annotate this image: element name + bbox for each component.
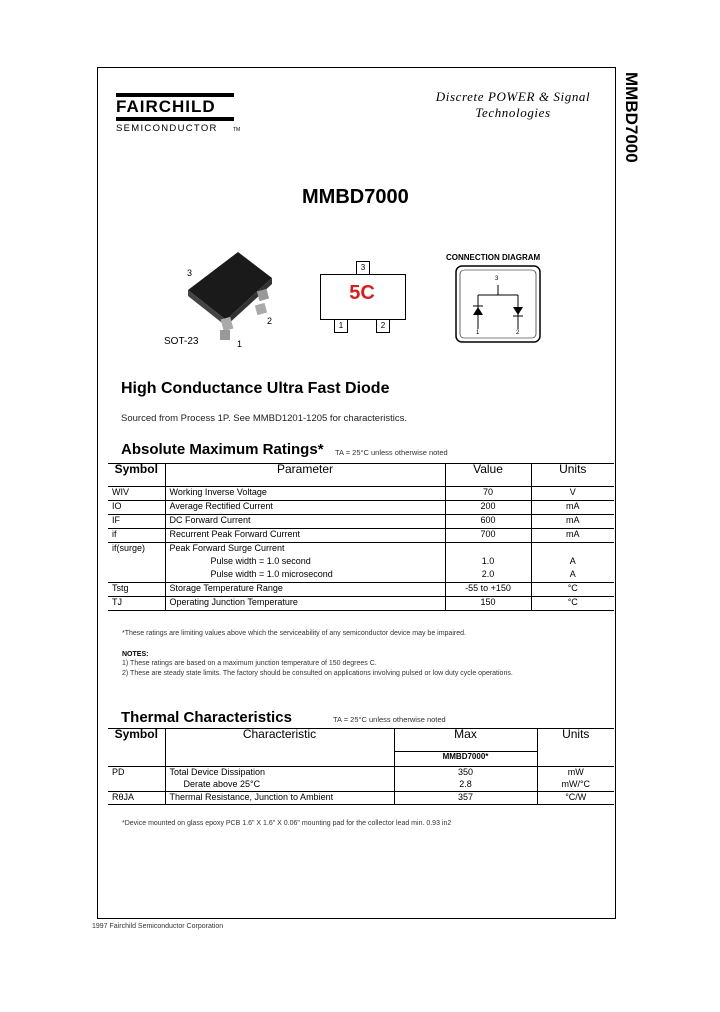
thermal-table xyxy=(108,728,614,805)
symbol-cell xyxy=(108,569,165,583)
tagline-line2: Technologies xyxy=(475,105,551,120)
parameter-cell: DC Forward Current xyxy=(165,515,445,529)
symbol-cell: IO xyxy=(108,501,165,515)
table-row xyxy=(108,569,614,583)
logo-wordmark: FAIRCHILD xyxy=(116,97,216,116)
symbol-cell: IF xyxy=(108,515,165,529)
max-cell: 2.8 xyxy=(394,779,537,792)
max-cell: 357 xyxy=(394,792,537,805)
symbol-cell: WIV xyxy=(108,487,165,501)
col-symbol: Symbol xyxy=(108,464,165,487)
thermal-col-units: Units xyxy=(537,729,614,767)
table-row xyxy=(108,487,614,501)
symbol-cell: if(surge) xyxy=(108,543,165,557)
col-value: Value xyxy=(445,464,531,487)
value-cell: 2.0 xyxy=(445,569,531,583)
thermal-footnote: *Device mounted on glass epoxy PCB 1.6" X 1.6" X 0.06" mounting pad for the collector lead min. 0.93 in2 xyxy=(122,820,452,827)
table-row xyxy=(108,515,614,529)
thermal-col-characteristic: Characteristic xyxy=(165,729,394,767)
copyright-footer: 1997 Fairchild Semiconductor Corporation xyxy=(92,923,224,930)
table-row xyxy=(108,597,614,611)
abs-max-table xyxy=(108,463,614,611)
sot23-pin1-label: 1 xyxy=(237,339,243,349)
table-row xyxy=(108,543,614,557)
side-part-number: MMBD7000 xyxy=(622,72,641,163)
thermal-subcol: MMBD7000* xyxy=(394,752,537,767)
abs-max-heading: Absolute Maximum Ratings* xyxy=(121,441,324,458)
sot23-pin2-label: 2 xyxy=(267,316,273,326)
table-row xyxy=(108,529,614,543)
characteristic-cell: Derate above 25°C xyxy=(165,779,394,792)
value-cell: 1.0 xyxy=(445,556,531,569)
connection-pin1-label: 1 xyxy=(476,330,480,336)
symbol-cell: TJ xyxy=(108,597,165,611)
parameter-cell: Working Inverse Voltage xyxy=(165,487,445,501)
parameter-cell: Storage Temperature Range xyxy=(165,583,445,597)
characteristic-cell: Thermal Resistance, Junction to Ambient xyxy=(165,792,394,805)
part-number-title: MMBD7000 xyxy=(302,186,409,208)
table-row xyxy=(108,556,614,569)
connection-diagram-icon xyxy=(455,265,543,345)
connection-diagram-title: CONNECTION DIAGRAM xyxy=(446,253,541,262)
sot23-pin3-label: 3 xyxy=(187,268,193,278)
note-1: 1) These ratings are based on a maximum junction temperature of 150 degrees C. xyxy=(122,660,377,667)
units-cell: °C xyxy=(531,583,614,597)
thermal-col-max: Max xyxy=(394,729,537,752)
marking-pin3: 3 xyxy=(356,261,370,275)
units-cell: A xyxy=(569,569,576,579)
parameter-cell: Average Rectified Current xyxy=(165,501,445,515)
parameter-cell: Peak Forward Surge Current xyxy=(165,543,445,557)
symbol-cell: if xyxy=(108,529,165,543)
table-row xyxy=(108,792,614,805)
value-cell: 600 xyxy=(445,515,531,529)
table-row xyxy=(108,583,614,597)
units-cell: A xyxy=(569,556,576,566)
col-units: Units xyxy=(559,462,587,476)
sot23-package-icon xyxy=(180,250,280,350)
units-cell: mW xyxy=(567,767,584,777)
logo-subtitle: SEMICONDUCTOR xyxy=(116,123,218,134)
value-cell: -55 to +150 xyxy=(445,583,531,597)
units-cell: mA xyxy=(531,529,614,543)
table-row xyxy=(108,767,614,780)
value-cell: 150 xyxy=(445,597,531,611)
abs-max-note: TA = 25°C unless otherwise noted xyxy=(335,448,448,457)
symbol-cell xyxy=(108,556,165,569)
symbol-cell: PD xyxy=(108,767,165,780)
thermal-heading: Thermal Characteristics xyxy=(121,709,292,726)
characteristic-cell: Total Device Dissipation xyxy=(165,767,394,780)
value-cell: 70 xyxy=(445,487,531,501)
symbol-cell xyxy=(108,779,165,792)
units-cell: °C xyxy=(531,597,614,611)
parameter-cell: Pulse width = 1.0 microsecond xyxy=(165,569,445,583)
units-cell xyxy=(531,543,614,557)
package-name: SOT-23 xyxy=(164,336,199,347)
units-cell: mA xyxy=(531,515,614,529)
device-marking: 5C xyxy=(349,282,375,304)
marking-pin2: 2 xyxy=(376,319,390,333)
units-cell: V xyxy=(569,487,576,497)
notes-title: NOTES: xyxy=(122,651,149,658)
value-cell xyxy=(445,543,531,557)
sourced-text: Sourced from Process 1P. See MMBD1201-1205 for characteristics. xyxy=(121,413,408,424)
max-cell: 350 xyxy=(394,767,537,780)
units-cell: mA xyxy=(531,501,614,515)
parameter-cell: Pulse width = 1.0 second xyxy=(165,556,445,569)
connection-pin3-label: 3 xyxy=(495,276,499,282)
units-cell: °C/W xyxy=(537,792,614,805)
col-parameter: Parameter xyxy=(165,464,445,487)
connection-pin2-label: 2 xyxy=(516,330,520,336)
table-row xyxy=(108,779,614,792)
logo-bottom-bar xyxy=(116,117,234,121)
value-cell: 200 xyxy=(445,501,531,515)
symbol-cell: RθJA xyxy=(108,792,165,805)
parameter-cell: Operating Junction Temperature xyxy=(165,597,445,611)
marking-pin1: 1 xyxy=(334,319,348,333)
device-title: High Conductance Ultra Fast Diode xyxy=(121,380,390,397)
thermal-note: TA = 25°C unless otherwise noted xyxy=(333,715,446,724)
tagline-line1: Discrete POWER & Signal xyxy=(435,89,591,104)
logo-trademark: TM xyxy=(233,127,241,133)
note-2: 2) These are steady state limits. The factory should be consulted on applications involving pulsed or low duty cycle operations. xyxy=(122,670,513,677)
units-cell: mW/°C xyxy=(561,779,591,789)
parameter-cell: Recurrent Peak Forward Current xyxy=(165,529,445,543)
thermal-col-symbol: Symbol xyxy=(108,729,165,767)
table-row xyxy=(108,501,614,515)
value-cell: 700 xyxy=(445,529,531,543)
abs-max-footnote: *These ratings are limiting values above which the serviceability of any semiconductor device may be impaired. xyxy=(122,630,466,637)
symbol-cell: Tstg xyxy=(108,583,165,597)
